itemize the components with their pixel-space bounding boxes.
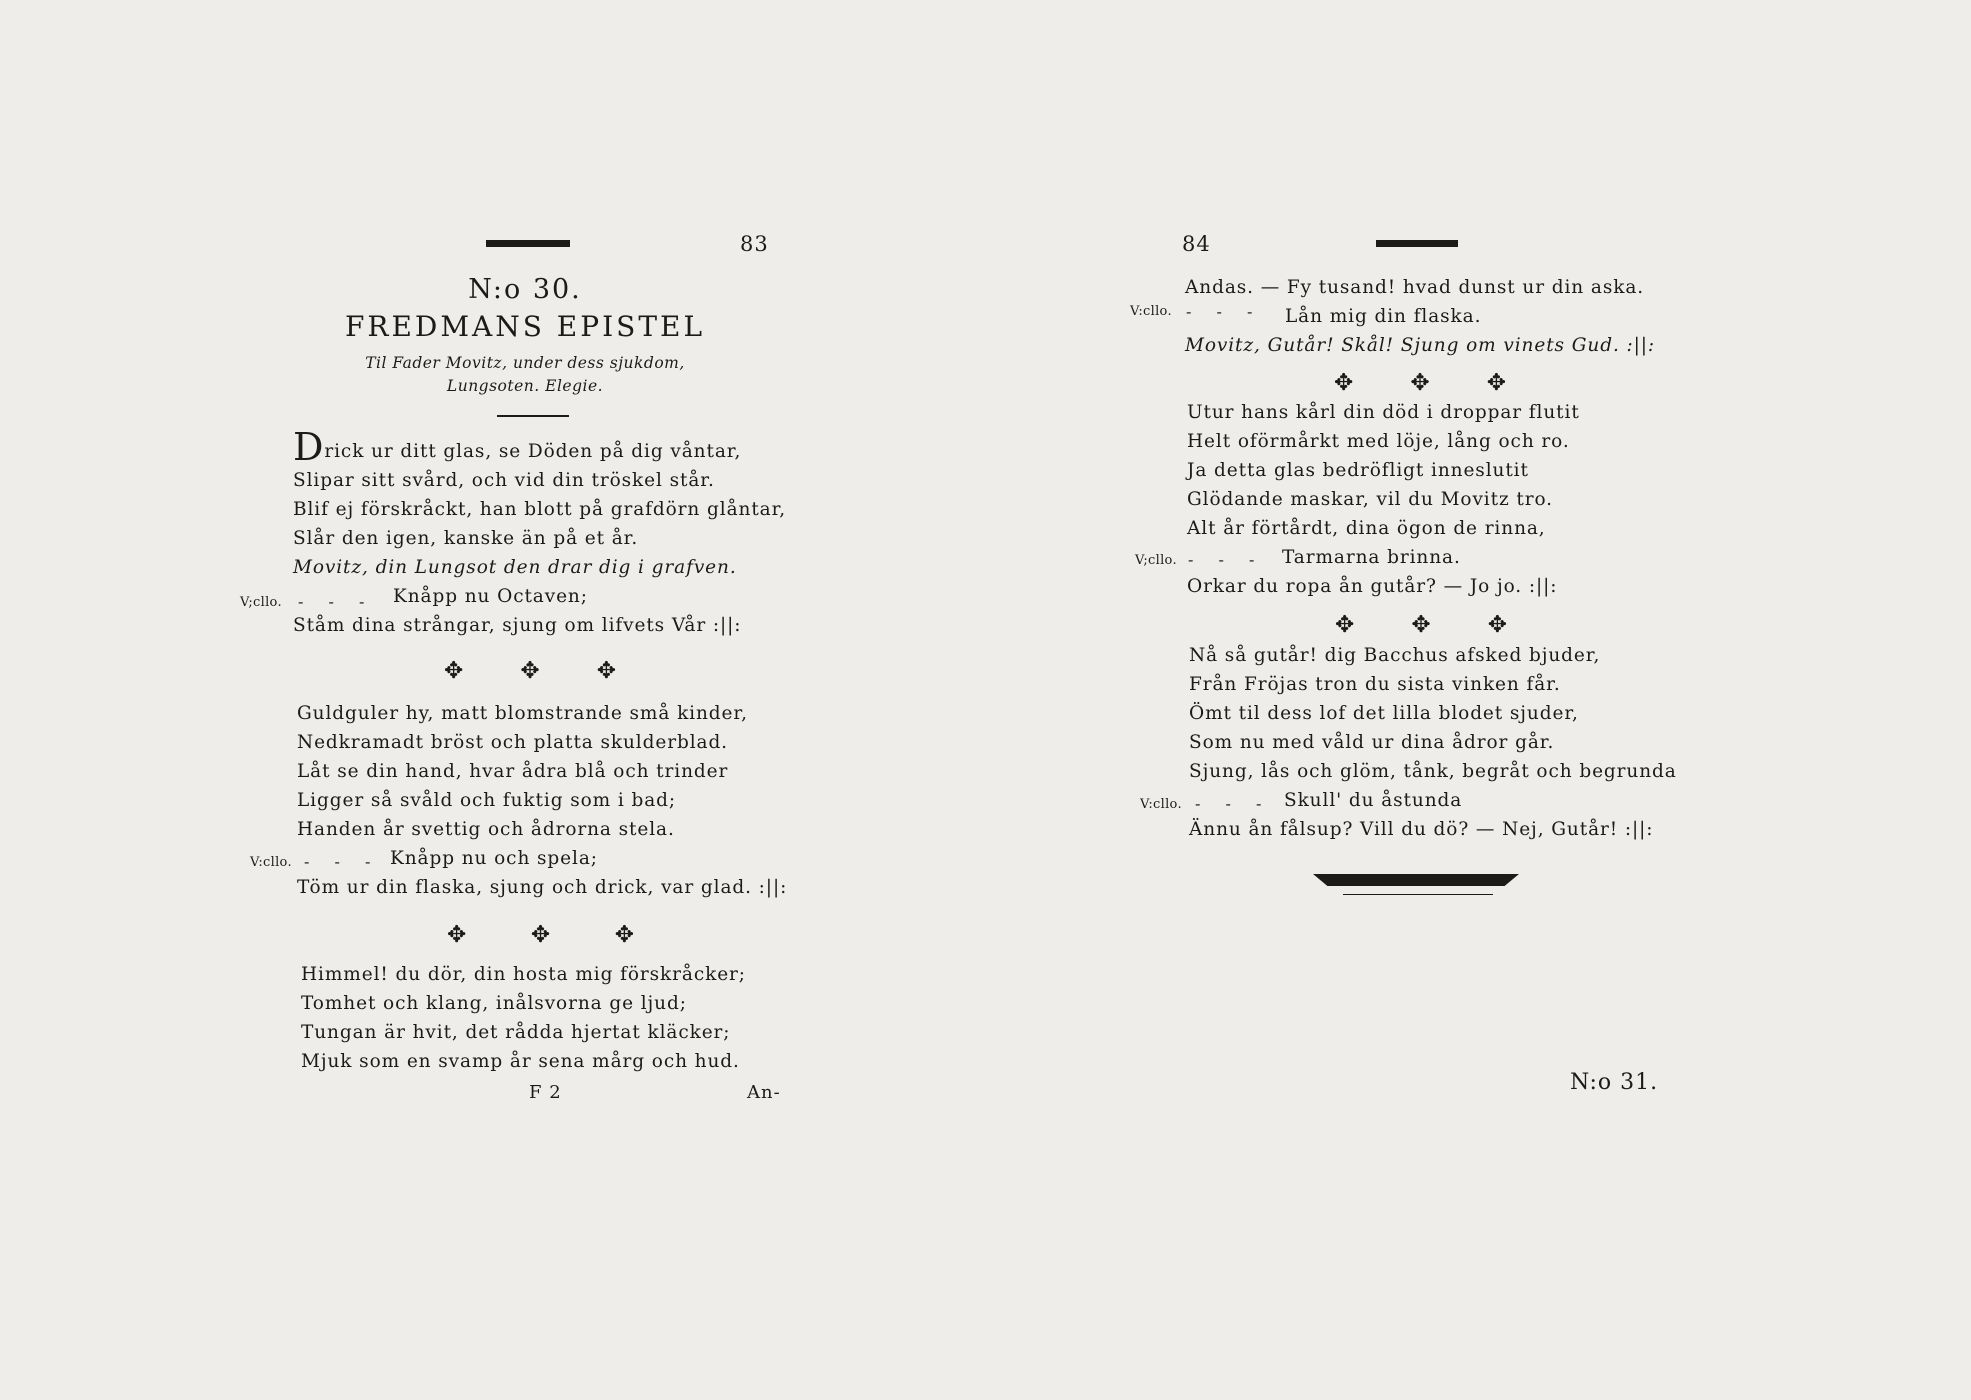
- page-number: 84: [1182, 232, 1211, 256]
- verse-line: Nå så gutår! dig Bacchus afsked bjuder,: [1189, 645, 1601, 666]
- verse-line: Lån mig din flaska.: [1285, 306, 1482, 327]
- cue-dashes: - - -: [1188, 550, 1265, 569]
- ornament-row: [1335, 614, 1507, 637]
- verse-line: Slår den igen, kanske än på et år.: [293, 528, 639, 549]
- verse-line: Knåpp nu Octaven;: [393, 586, 588, 607]
- violoncello-cue: V:cllo.: [1140, 797, 1182, 812]
- verse-line: Tomhet och klang, inålsvorna ge ljud;: [301, 993, 687, 1014]
- closing-hairline: [1343, 894, 1493, 895]
- verse-line: Orkar du ropa ån gutår? — Jo jo. :||:: [1187, 576, 1558, 597]
- title-divider: [497, 415, 569, 417]
- verse-line: Drick ur ditt glas, se Döden på dig våntar,: [293, 425, 742, 469]
- fleuron-icon: ✥: [1487, 612, 1507, 638]
- fleuron-icon: ✥: [614, 922, 634, 948]
- cue-dashes: - - -: [304, 852, 381, 871]
- verse-line: Utur hans kårl din död i droppar flutit: [1187, 402, 1580, 423]
- fleuron-icon: ✥: [1410, 370, 1430, 396]
- stanza-3: [1189, 641, 1677, 844]
- verse-line: Tungan är hvit, det rådda hjertat kläcker;: [301, 1022, 731, 1043]
- verse-line: Movitz, din Lungsot den drar dig i grafven.: [293, 557, 737, 578]
- left-page: [0, 0, 985, 1400]
- signature-mark: F 2: [529, 1082, 562, 1103]
- ornament-row: [447, 924, 634, 947]
- ornament-row: [1334, 372, 1506, 395]
- right-page: [985, 0, 1971, 1400]
- verse-line: Sjung, lås och glöm, tånk, begråt och begrunda: [1189, 761, 1677, 782]
- stanza-2: [297, 699, 787, 902]
- verse-line: Tarmarna brinna.: [1282, 547, 1461, 568]
- verse-line: Himmel! du dör, din hosta mig förskråcker;: [301, 964, 746, 985]
- subtitle-line: Lungsoten. Elegie.: [446, 377, 604, 395]
- verse-line: Ja detta glas bedröfligt inneslutit: [1187, 460, 1529, 481]
- verse-line: Ligger så svåld och fuktig som i bad;: [297, 790, 677, 811]
- violoncello-cue: V;cllo.: [1135, 553, 1177, 568]
- epistle-title: FREDMANS EPISTEL: [344, 310, 706, 343]
- violoncello-cue: V:cllo.: [1130, 304, 1172, 319]
- verse-line: Guldguler hy, matt blomstrande små kinder,: [297, 703, 748, 724]
- verse-line: Mjuk som en svamp år sena mårg och hud.: [301, 1051, 740, 1072]
- fleuron-icon: ✥: [1335, 612, 1355, 638]
- page-number: 83: [740, 232, 769, 256]
- cue-dashes: - - -: [1195, 794, 1272, 813]
- verse-line: Från Fröjas tron du sista vinken får.: [1189, 674, 1561, 695]
- epistle-number-heading: N:o 30.: [468, 274, 582, 305]
- epistle-subtitle: [305, 352, 745, 398]
- closing-rule: [1313, 874, 1519, 886]
- verse-line: Låt se din hand, hvar ådra blå och trinder: [297, 761, 729, 782]
- fleuron-icon: ✥: [520, 658, 540, 684]
- verse-line: Knåpp nu och spela;: [390, 848, 598, 869]
- catchword: An-: [747, 1082, 781, 1103]
- verse-line: Nedkramadt bröst och platta skulderblad.: [297, 732, 728, 753]
- verse-line: Töm ur din flaska, sjung och drick, var glad. :||:: [297, 877, 788, 898]
- verse-line: Handen år svettig och ådrorna stela.: [297, 819, 675, 840]
- violoncello-cue: V:cllo.: [250, 855, 292, 870]
- verse-line: Ännu ån fålsup? Vill du dö? — Nej, Gutår! :||:: [1189, 819, 1654, 840]
- violoncello-cue: V;cllo.: [240, 595, 282, 610]
- drop-cap: D: [293, 425, 325, 469]
- fleuron-icon: ✥: [1486, 370, 1506, 396]
- fleuron-icon: ✥: [444, 658, 464, 684]
- fleuron-icon: ✥: [447, 922, 467, 948]
- verse-line: Skull' du åstunda: [1284, 790, 1463, 811]
- cue-dashes: - - -: [298, 592, 375, 611]
- fleuron-icon: ✥: [1411, 612, 1431, 638]
- verse-line: Ståm dina strångar, sjung om lifvets Vår :||:: [293, 615, 742, 636]
- fleuron-icon: ✥: [1334, 370, 1354, 396]
- subtitle-line: Til Fader Movitz, under dess sjukdom,: [365, 354, 685, 372]
- verse-line: Ömt til dess lof det lilla blodet sjuder,: [1189, 703, 1579, 724]
- fleuron-icon: ✥: [530, 922, 551, 948]
- header-rule: [486, 240, 570, 247]
- header-rule: [1376, 240, 1458, 247]
- stanza-2: [1187, 398, 1580, 601]
- verse-line: Slipar sitt svård, och vid din tröskel står.: [293, 470, 715, 491]
- verse-line: Blif ej förskråckt, han blott på grafdörn glåntar,: [293, 499, 787, 520]
- ornament-row: [444, 660, 616, 683]
- catchword: N:o 31.: [1570, 1070, 1659, 1095]
- stanza-3: [301, 960, 746, 1076]
- verse-line: Glödande maskar, vil du Movitz tro.: [1187, 489, 1553, 510]
- verse-line: Som nu med våld ur dina ådror går.: [1189, 732, 1555, 753]
- cue-dashes: - - -: [1186, 302, 1263, 321]
- verse-line: Movitz, Gutår! Skål! Sjung om vinets Gud. :||:: [1185, 335, 1656, 356]
- fleuron-icon: ✥: [596, 658, 616, 684]
- verse-line: Helt oförmårkt med löje, lång och ro.: [1187, 431, 1570, 452]
- verse-line: Andas. — Fy tusand! hvad dunst ur din aska.: [1185, 277, 1645, 298]
- verse-line: Alt år förtårdt, dina ögon de rinna,: [1187, 518, 1546, 539]
